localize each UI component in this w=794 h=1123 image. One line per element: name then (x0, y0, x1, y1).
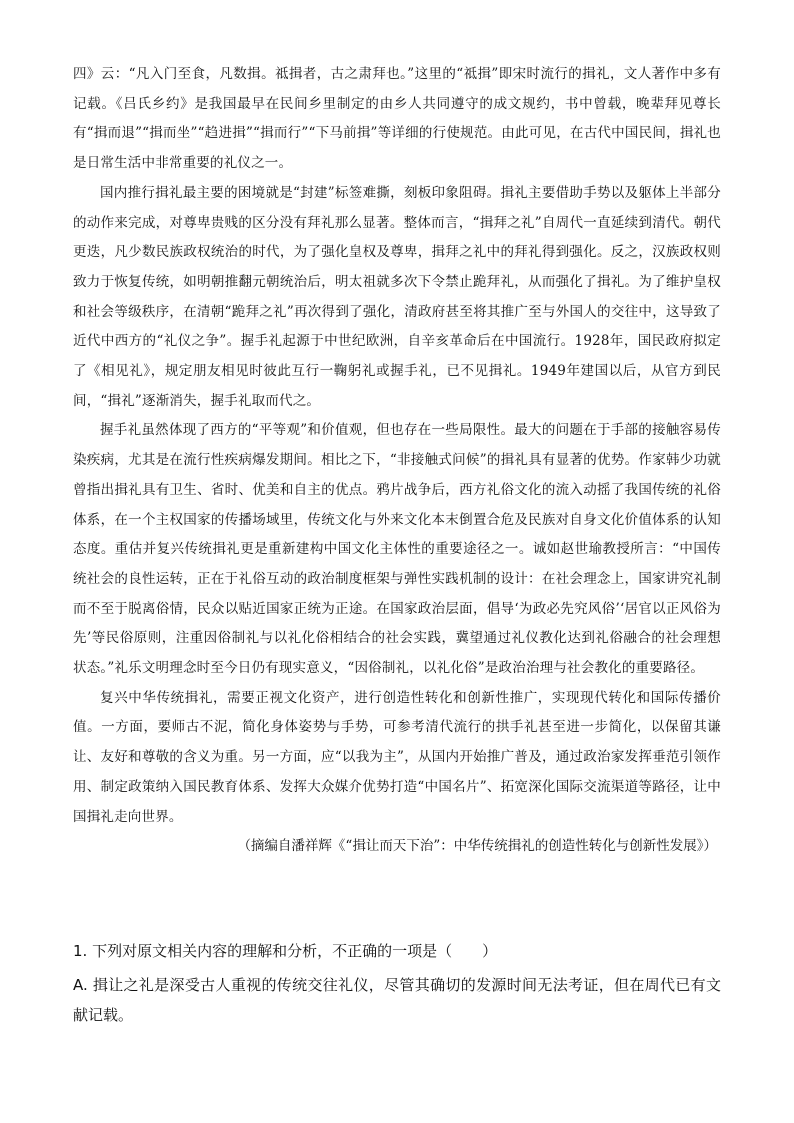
question-stem: 1. 下列对原文相关内容的理解和分析，不正确的一项是（ ） (73, 942, 498, 960)
article-paragraph-2: 国内推行揖礼最主要的困境就是“封建”标签难撕，刻板印象阻碍。揖礼主要借助手势以及躯体上半部分的动作来完成，对尊卑贵贱的区分没有拜礼那么显著。整体而言，“揖拜之礼”自周代一直延续到清代。朝代更迭，凡少数民族政权统治的时代，为了强化皇权及尊卑，揖拜之礼中的拜礼得到强化。反之，汉族政权则致力于恢复传统，如明朝推翻元朝统治后，明太祖就多次下令禁止跪拜礼，从而强化了揖礼。为了维护皇权和社会等级秩序，在清朝“跪拜之礼”再次得到了强化，清政府甚至将其推广至与外国人的交往中，这导致了近代中西方的“礼仪之争”。握手礼起源于中世纪欧洲，自辛亥革命后在中国流行。1928年，国民政府拟定了《相见礼》，规定朋友相见时彼此互行一鞠躬礼或握手礼，已不见揖礼。1949年建国以后，从官方到民间，“揖礼”逐渐消失，握手礼取而代之。 (73, 184, 721, 409)
question-option-a: A. 揖让之礼是深受古人重视的传统交往礼仪，尽管其确切的发源时间无法考证，但在周代已有文献记载。 (73, 976, 721, 1024)
article-paragraph-1: 四》云：“凡入门至食，凡数揖。祗揖者，古之肃拜也。”这里的“祗揖”即宋时流行的揖礼，文人著作中多有记载。《吕氏乡约》是我国最早在民间乡里制定的由乡人共同遵守的成文规约，书中曾载，晚辈拜见尊长有“揖而退”“揖而坐”“趋进揖”“揖而行”“下马前揖”等详细的行使规范。由此可见，在古代中国民间，揖礼也是日常生活中非常重要的礼仪之一。 (73, 66, 721, 172)
question-block (73, 936, 721, 1030)
article-source-citation: （摘编自潘祥辉《“揖让而天下治”：中华传统揖礼的创造性转化与创新性发展》） (237, 838, 717, 855)
article-body (73, 60, 721, 862)
article-paragraph-4: 复兴中华传统揖礼，需要正视文化资产，进行创造性转化和创新性推广，实现现代转化和国际传播价值。一方面，要师古不泥，简化身体姿势与手势，可参考清代流行的拱手礼甚至进一步简化，以保留其谦让、友好和尊敬的含义为重。另一方面，应“以我为主”，从国内开始推广普及，通过政治家发挥垂范引领作用、制定政策纳入国民教育体系、发挥大众媒介优势打造“中国名片”、拓宽深化国际交流渠道等路径，让中国揖礼走向世界。 (73, 689, 721, 825)
article-paragraph-3: 握手礼虽然体现了西方的“平等观”和价值观，但也存在一些局限性。最大的问题在于手部的接触容易传染疾病，尤其是在流行性疾病爆发期间。相比之下，“非接触式问候”的揖礼具有显著的优势。作家韩少功就曾指出揖礼具有卫生、省时、优美和自主的优点。鸦片战争后，西方礼俗文化的流入动摇了我国传统的礼俗体系，在一个主权国家的传播场域里，传统文化与外来文化本末倒置合危及民族对自身文化价值体系的认知态度。重估并复兴传统揖礼更是重新建构中国文化主体性的重要途径之一。诚如赵世瑜教授所言：“中国传统社会的良性运转，正在于礼俗互动的政治制度框架与弹性实践机制的设计：在社会理念上，国家讲究礼制而不至于脱离俗情，民众以贴近国家正统为正途。在国家政治层面，倡导‘为政必先究风俗’‘居官以正风俗为先’等民俗原则，注重因俗制礼与以礼化俗相结合的社会实践，冀望通过礼仪教化达到礼俗融合的社会理想状态。”礼乐文明理念时至今日仍有现实意义，“因俗制礼，以礼化俗”是政治治理与社会教化的重要路径。 (73, 422, 721, 677)
